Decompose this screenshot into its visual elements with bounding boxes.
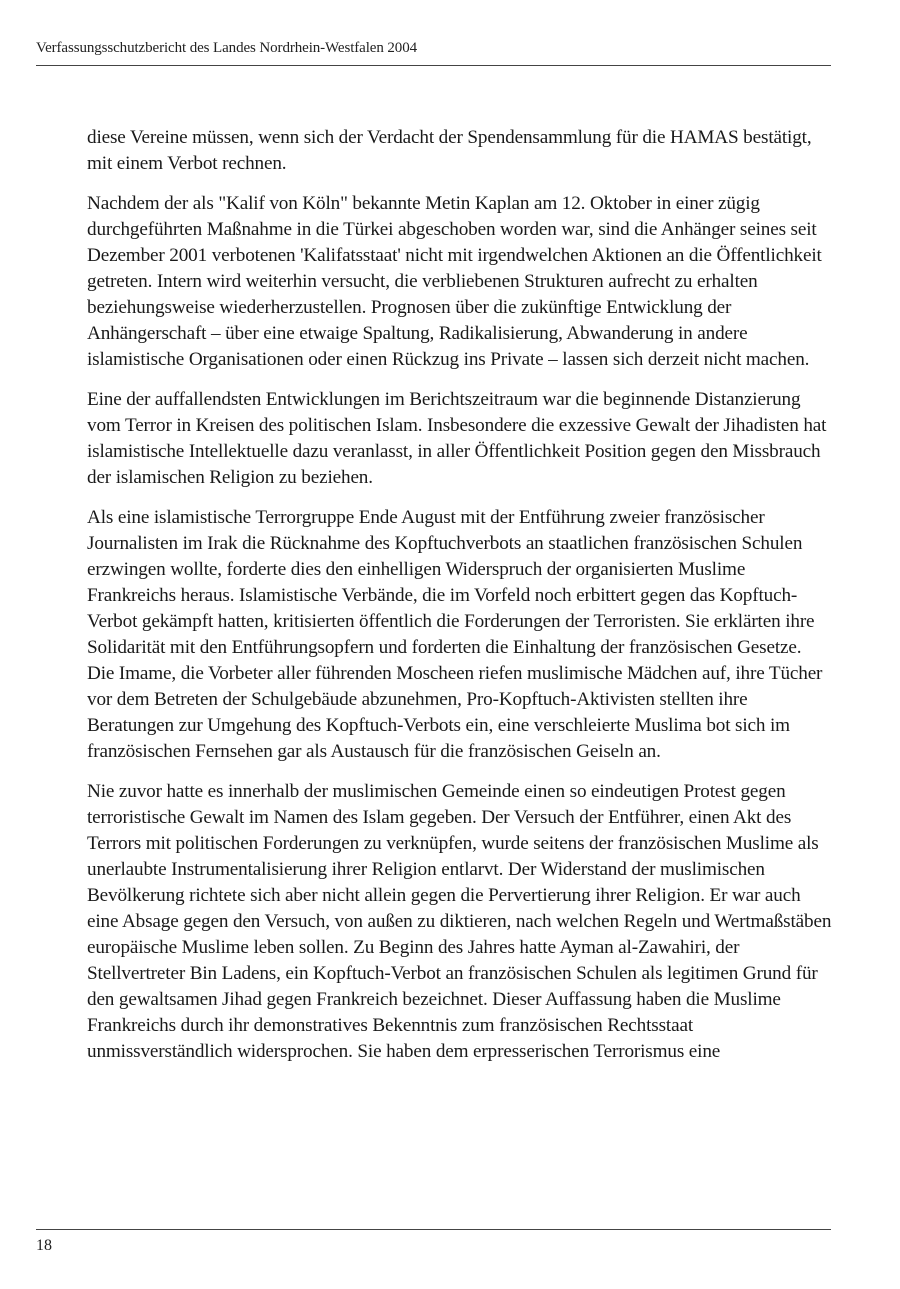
body-text (87, 125, 832, 1079)
header-rule (36, 65, 831, 66)
paragraph-protest-muslime: Nie zuvor hatte es innerhalb der muslimischen Gemeinde einen so eindeutigen Protest gegen terroristische Gewalt im Namen des Islam gegeben. Der Versuch der Entführer, einen Akt des Terrors mit politischen Forderungen zu verknüpfen, wurde seitens der französischen Muslime als unerlaubte Instrumentalisierung ihrer Religion entlarvt. Der Widerstand der muslimischen Bevölkerung richtete sich aber nicht allein gegen die Pervertierung ihrer Religion. Er war auch eine Absage gegen den Versuch, von außen zu diktieren, nach welchen Regeln und Wertmaßstäben europäische Muslime leben sollen. Zu Beginn des Jahres hatte Ayman al-Zawahiri, der Stellvertreter Bin Ladens, ein Kopftuch-Verbot an französischen Schulen als legitimen Grund für den gewaltsamen Jihad gegen Frankreich bezeichnet. Dieser Auffassung haben die Muslime Frankreichs durch ihr demonstratives Bekenntnis zum französischen Rechtsstaat unmissverständlich widersprochen. Sie haben dem erpresserischen Terrorismus eine (87, 781, 832, 1062)
footer-rule (36, 1229, 831, 1230)
page-number: 18 (36, 1237, 52, 1254)
paragraph-entfuehrung-frankreich: Als eine islamistische Terrorgruppe Ende August mit der Entführung zweier französischer Journalisten im Irak die Rücknahme des Kopftuchverbots an staatlichen französischen Schulen erzwingen wollte, forderte dies den einhelligen Widerspruch der organisierten Muslime Frankreichs heraus. Islamistische Verbände, die im Vorfeld noch erbittert gegen das Kopftuch-Verbot gekämpft hatten, kritisierten öffentlich die Forderungen der Terroristen. Sie erklärten ihre Solidarität mit den Entführungsopfern und forderten die Einhaltung der französischen Gesetze. Die Imame, die Vorbeter aller führenden Moscheen riefen muslimische Mädchen auf, ihre Tücher vor dem Betreten der Schulgebäude abzunehmen, Pro-Kopftuch-Aktivisten stellten ihre Beratungen zur Umgehung des Kopftuch-Verbots ein, eine verschleierte Muslima bot sich im französischen Fernsehen gar als Austausch für die französischen Geiseln an. (87, 507, 823, 762)
running-header: Verfassungsschutzbericht des Landes Nordrhein-Westfalen 2004 (36, 40, 418, 56)
paragraph-kalifatsstaat: Nachdem der als "Kalif von Köln" bekannte Metin Kaplan am 12. Oktober in einer zügig durchgeführten Maßnahme in die Türkei abgeschoben worden war, sind die Anhänger seines seit Dezember 2001 verbotenen 'Kalifatsstaat' nicht mit irgendwelchen Aktionen an die Öffentlichkeit getreten. Intern wird weiterhin versucht, die verbliebenen Strukturen aufrecht zu erhalten beziehungsweise wiederherzustellen. Prognosen über die zukünftige Entwicklung der Anhängerschaft – über eine etwaige Spaltung, Radikalisierung, Abwanderung in andere islamistische Organisationen oder einen Rückzug ins Private – lassen sich derzeit nicht machen. (87, 193, 822, 370)
paragraph-distanzierung: Eine der auffallendsten Entwicklungen im Berichtszeitraum war die beginnende Distanzierung vom Terror in Kreisen des politischen Islam. Insbesondere die exzessive Gewalt der Jihadisten hat islamistische Intellektuelle dazu veranlasst, in aller Öffentlichkeit Position gegen den Missbrauch der islamischen Religion zu beziehen. (87, 389, 827, 488)
paragraph-hamas-verbot: diese Vereine müssen, wenn sich der Verdacht der Spendensammlung für die HAMAS bestätigt, mit einem Verbot rechnen. (87, 127, 812, 174)
